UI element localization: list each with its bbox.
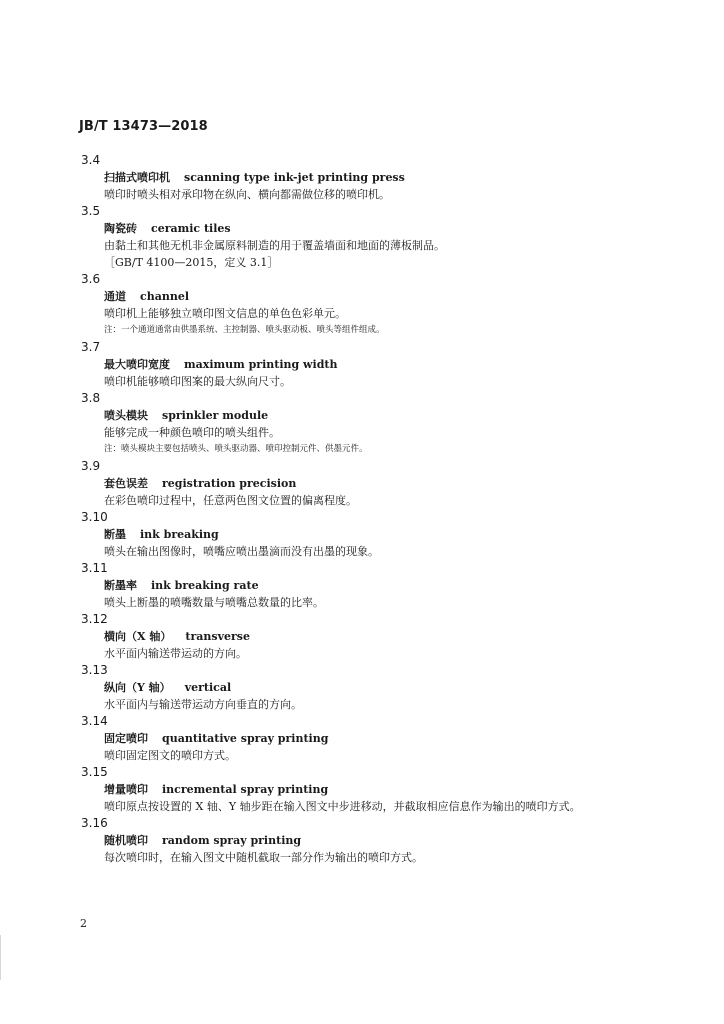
term-definition: 喷头上断墨的喷嘴数量与喷嘴总数量的比率。 <box>104 596 324 609</box>
term-definition: 喷印机能够喷印图案的最大纵向尺寸。 <box>104 375 291 388</box>
term-definition: 能够完成一种颜色喷印的喷头组件。 <box>104 426 280 439</box>
term-english: random spray printing <box>162 834 302 847</box>
document-header: JB/T 13473—2018 <box>79 119 208 134</box>
term-entry-3-5 <box>0 203 724 271</box>
term-chinese: 套色误差 <box>104 477 148 490</box>
scan-edge-line <box>0 935 1 980</box>
clause-number: 3.6 <box>81 272 101 286</box>
term-chinese: 喷头模块 <box>104 409 148 422</box>
term-definition: 喷印时喷头相对承印物在纵向、横向都需做位移的喷印机。 <box>104 188 390 201</box>
term-definition: 喷头在输出图像时，喷嘴应喷出墨滴而没有出墨的现象。 <box>104 545 379 558</box>
term-title <box>104 220 724 237</box>
term-chinese: 扫描式喷印机 <box>104 171 170 184</box>
term-definition: 喷印固定图文的喷印方式。 <box>104 749 236 762</box>
term-entry-3-14 <box>0 713 724 764</box>
term-title <box>104 169 724 186</box>
term-english: quantitative spray printing <box>162 732 329 745</box>
term-english: transverse <box>185 630 250 643</box>
term-english: maximum printing width <box>184 358 338 371</box>
term-english: registration precision <box>162 477 297 490</box>
term-title <box>104 781 724 798</box>
term-entry-3-9 <box>0 458 724 509</box>
clause-number: 3.8 <box>81 391 101 405</box>
term-title <box>104 407 724 424</box>
term-english: sprinkler module <box>162 409 269 422</box>
term-entry-3-15 <box>0 764 724 815</box>
term-english: incremental spray printing <box>162 783 329 796</box>
term-entry-3-8 <box>0 390 724 458</box>
term-english: scanning type ink-jet printing press <box>184 171 405 184</box>
term-title <box>104 730 724 747</box>
term-definition: 由黏土和其他无机非金属原料制造的用于覆盖墙面和地面的薄板制品。 <box>104 239 445 252</box>
term-chinese: 陶瓷砖 <box>104 222 137 235</box>
term-title <box>104 577 724 594</box>
clause-number: 3.14 <box>81 714 108 728</box>
term-definition: 喷印原点按设置的 X 轴、Y 轴步距在输入图文中步进移动，并截取相应信息作为输出的喷印方式。 <box>104 800 581 813</box>
term-english: channel <box>140 290 189 303</box>
page-number: 2 <box>80 917 87 930</box>
term-chinese: 增量喷印 <box>104 783 148 796</box>
clause-number: 3.4 <box>81 153 101 167</box>
term-entry-3-10 <box>0 509 724 560</box>
term-chinese: 随机喷印 <box>104 834 148 847</box>
term-title <box>104 475 724 492</box>
term-title <box>104 526 724 543</box>
clause-number: 3.12 <box>81 612 108 626</box>
term-entry-3-6 <box>0 271 724 339</box>
term-english: ink breaking rate <box>151 579 259 592</box>
term-chinese: 纵向（Y 轴） <box>104 681 171 694</box>
term-reference: ［GB/T 4100—2015，定义 3.1］ <box>104 256 279 269</box>
term-note: 注：喷头模块主要包括喷头、喷头驱动器、喷印控制元件、供墨元件。 <box>104 444 368 454</box>
term-definition: 每次喷印时，在输入图文中随机截取一部分作为输出的喷印方式。 <box>104 851 423 864</box>
term-definition: 喷印机上能够独立喷印图文信息的单色色彩单元。 <box>104 307 346 320</box>
term-entry-3-11 <box>0 560 724 611</box>
term-definition: 在彩色喷印过程中，任意两色图文位置的偏离程度。 <box>104 494 357 507</box>
term-title <box>104 356 724 373</box>
term-english: vertical <box>184 681 232 694</box>
clause-number: 3.9 <box>81 459 101 473</box>
term-chinese: 横向（X 轴） <box>104 630 172 643</box>
clause-number: 3.16 <box>81 816 108 830</box>
clause-number: 3.11 <box>81 561 108 575</box>
clause-number: 3.5 <box>81 204 101 218</box>
term-chinese: 固定喷印 <box>104 732 148 745</box>
term-entry-3-4 <box>0 152 724 203</box>
term-title <box>104 832 724 849</box>
term-chinese: 断墨率 <box>104 579 137 592</box>
term-entry-3-7 <box>0 339 724 390</box>
clause-number: 3.13 <box>81 663 108 677</box>
term-title <box>104 628 724 645</box>
term-entry-3-16 <box>0 815 724 866</box>
term-title <box>104 288 724 305</box>
term-title <box>104 679 724 696</box>
term-english: ceramic tiles <box>151 222 231 235</box>
term-english: ink breaking <box>140 528 219 541</box>
terms-list <box>0 152 724 866</box>
term-entry-3-12 <box>0 611 724 662</box>
clause-number: 3.10 <box>81 510 108 524</box>
clause-number: 3.7 <box>81 340 101 354</box>
term-definition: 水平面内与输送带运动方向垂直的方向。 <box>104 698 302 711</box>
term-chinese: 通道 <box>104 290 126 303</box>
term-entry-3-13 <box>0 662 724 713</box>
term-chinese: 断墨 <box>104 528 126 541</box>
clause-number: 3.15 <box>81 765 108 779</box>
term-chinese: 最大喷印宽度 <box>104 358 170 371</box>
term-definition: 水平面内输送带运动的方向。 <box>104 647 247 660</box>
term-note: 注：一个通道通常由供墨系统、主控制器、喷头驱动板、喷头等组件组成。 <box>104 325 385 335</box>
